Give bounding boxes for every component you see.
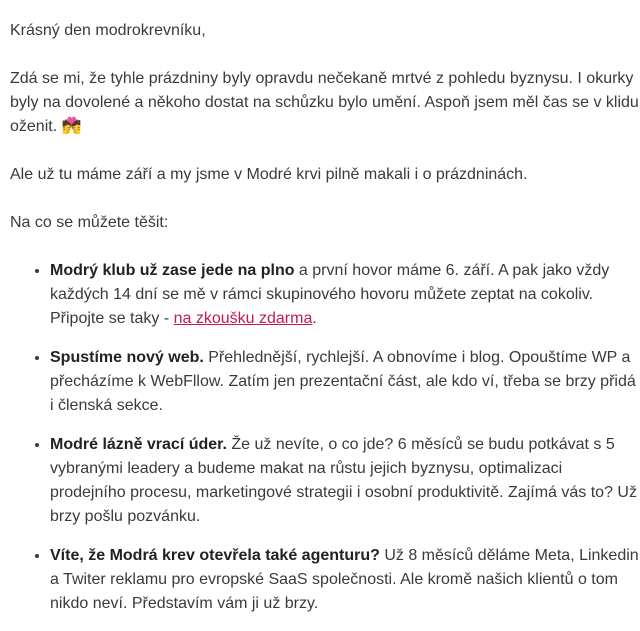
list-item-club-title: Modrý klub už zase jede na plno bbox=[50, 262, 295, 279]
list-item-club-text: a první hovor máme 6. září. A pak jako vždy každých 14 dní se mě v rámci skupinového hovoru můžete zeptat na cokoliv. Připojte se taky - bbox=[50, 262, 610, 327]
list-item-spa-text: Že už nevíte, o co jde? 6 měsíců se budu potkávat s 5 vybranými leadery a budeme makat na růstu jejich byznysu, optimalizaci prodejního procesu, marketingové strategii i osobní produktivitě. Zajímá vás to? Už brzy pošlu pozvánku. bbox=[50, 436, 637, 525]
list-intro: Na co se můžete těšit: bbox=[10, 214, 169, 231]
list-item-web bbox=[50, 346, 640, 418]
intro-paragraph bbox=[10, 67, 640, 139]
september-paragraph: Ale už tu máme září a my jsme v Modré krvi pilně makali i o prázdninách. bbox=[10, 166, 528, 183]
list-item-spa-title: Modré lázně vrací úder. bbox=[50, 436, 227, 453]
list-item-club bbox=[50, 259, 640, 331]
free-trial-link[interactable]: na zkoušku zdarma bbox=[173, 310, 313, 327]
list-item-agency-title: Víte, že Modrá krev otevřela také agenturu? bbox=[50, 547, 380, 564]
email-body bbox=[10, 19, 640, 631]
list-item-club-end: . bbox=[312, 310, 317, 327]
list-item-agency-text: Už 8 měsíců děláme Meta, Linkedin a Twiter reklamu pro evropské SaaS společnosti. Ale kromě našich klientů o tom nikdo neví. Představím vám ji už brzy. bbox=[50, 547, 639, 612]
greeting: Krásný den modrokrevníku, bbox=[10, 22, 206, 39]
news-list bbox=[10, 259, 640, 616]
list-item-web-text: Přehlednější, rychlejší. A obnovíme i blog. Opouštíme WP a přecházíme k WebFllow. Zatím jen prezentační část, ale kdo ví, třeba se brzy přidá i členská sekce. bbox=[50, 349, 636, 414]
intro-text: Zdá se mi, že tyhle prázdniny byly opravdu nečekaně mrtvé z pohledu byznysu. I okurky byly na dovolené a někoho dostat na schůzku bylo umění. Aspoň jsem měl čas se v klidu oženit. bbox=[10, 70, 639, 135]
list-item-spa bbox=[50, 433, 640, 529]
kiss-emoji-icon: 💏 bbox=[61, 118, 82, 135]
list-item-web-title: Spustíme nový web. bbox=[50, 349, 204, 366]
list-item-agency bbox=[50, 544, 640, 616]
